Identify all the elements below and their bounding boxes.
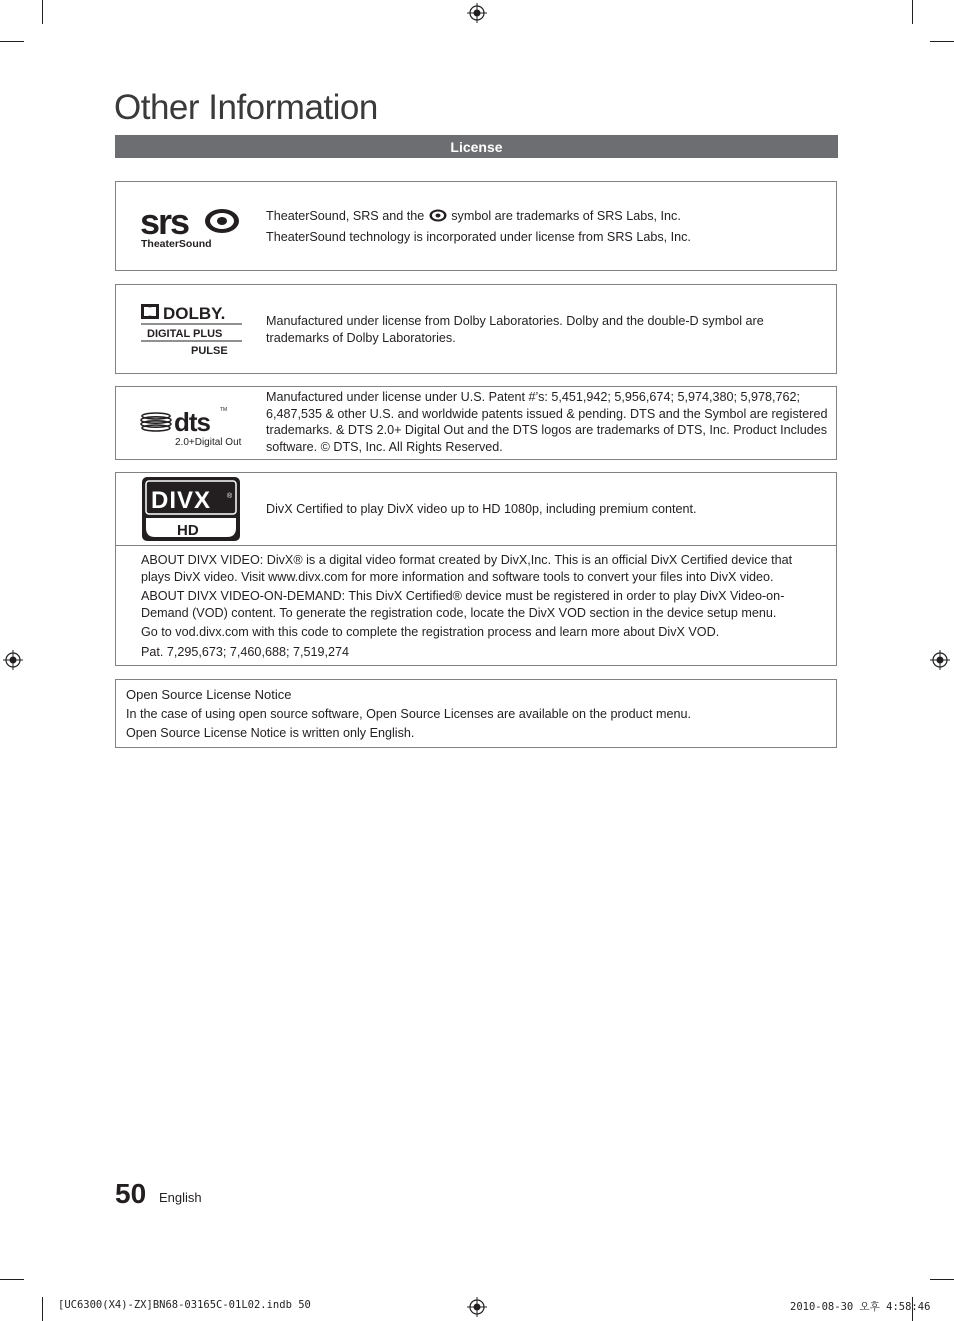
dts-logo (140, 401, 244, 447)
divx-certified-text: DivX Certified to play DivX video up to HD 1080p, including premium content. (266, 502, 697, 516)
divx-logo-sub: HD (177, 522, 199, 539)
crop-mark (912, 0, 913, 24)
registration-mark-icon (467, 1297, 487, 1317)
divx-hd-logo (141, 476, 241, 542)
srs-text-before: TheaterSound, SRS and the (266, 209, 425, 223)
srs-logo-text: srs (140, 202, 189, 242)
srs-text-after: symbol are trademarks of SRS Labs, Inc. (451, 209, 681, 223)
dolby-text: Manufactured under license from Dolby Laboratories. Dolby and the double-D symbol are trademarks of Dolby Laboratories. (266, 314, 764, 345)
srs-text-line1 (266, 208, 681, 225)
srs-symbol-icon (429, 209, 447, 222)
dolby-logo-line2: DIGITAL PLUS (147, 328, 223, 340)
dolby-license-box (115, 284, 837, 374)
crop-mark (42, 1297, 43, 1321)
dts-license-box (115, 386, 837, 460)
registration-mark-icon (467, 3, 487, 23)
crop-mark (0, 1279, 24, 1280)
dts-text: Manufactured under license under U.S. Patent #’s: 5,451,942; 5,956,674; 5,974,380; 5,978,762; 6,487,535 & other U.S. and worldwide patents issued & pending. DTS and the Symbol are registered trademarks. & DTS 2.0+ Digital Out and the DTS logos are trademarks of DTS, Inc. Product Includes software. © DTS, Inc. All Rights Reserved. (266, 390, 828, 454)
dts-logo-main: dts (174, 407, 210, 437)
divx-patents: Pat. 7,295,673; 7,460,688; 7,519,274 (141, 645, 349, 659)
divx-divider (116, 545, 836, 546)
section-bar: License (115, 135, 838, 158)
divx-goto-text: Go to vod.divx.com with this code to complete the registration process and learn more about DivX VOD. (141, 625, 720, 639)
divx-about-vod: ABOUT DIVX VIDEO-ON-DEMAND: This DivX Certified® device must be registered in order to play DivX Video-on-Demand (VOD) content. To generate the registration code, locate the DivX VOD section in the device setup menu. (141, 589, 785, 621)
dts-logo-tm: TM (220, 407, 228, 413)
crop-mark (42, 0, 43, 24)
page-language: English (159, 1190, 202, 1205)
page-title: Other Information (114, 88, 378, 127)
dolby-digital-plus-logo (140, 303, 246, 359)
crop-mark (930, 41, 954, 42)
dts-logo-sub: 2.0+Digital Out (175, 437, 242, 447)
srs-theatersound-logo (140, 202, 244, 250)
crop-mark (930, 1279, 954, 1280)
dolby-logo-line3: PULSE (191, 345, 228, 357)
open-source-line1: In the case of using open source software, Open Source Licenses are available on the product menu. (126, 707, 691, 721)
page-number: 50 (115, 1178, 147, 1209)
registration-mark-icon (3, 650, 23, 670)
open-source-line2: Open Source License Notice is written only English. (126, 726, 415, 740)
print-slug-left: [UC6300(X4)-ZX]BN68-03165C-01L02.indb 50 (58, 1299, 311, 1311)
open-source-notice-box (115, 679, 837, 748)
divx-logo-reg: ® (227, 493, 233, 500)
divx-license-box (115, 472, 837, 666)
srs-text-line2: TheaterSound technology is incorporated under license from SRS Labs, Inc. (266, 230, 691, 244)
srs-license-box (115, 181, 837, 271)
dolby-logo-main: DOLBY. (163, 304, 226, 323)
registration-mark-icon (930, 650, 950, 670)
print-slug-right: 2010-08-30 오후 4:58:46 (790, 1301, 931, 1313)
srs-logo-sub: TheaterSound (141, 238, 212, 250)
crop-mark (0, 41, 24, 42)
divx-about-video: ABOUT DIVX VIDEO: DivX® is a digital video format created by DivX,Inc. This is an official DivX Certified device that plays DivX video. Visit www.divx.com for more information and software tools to convert your files into DivX video. (141, 553, 793, 585)
divx-logo-main: DIVX (151, 487, 212, 514)
open-source-heading: Open Source License Notice (126, 687, 292, 702)
